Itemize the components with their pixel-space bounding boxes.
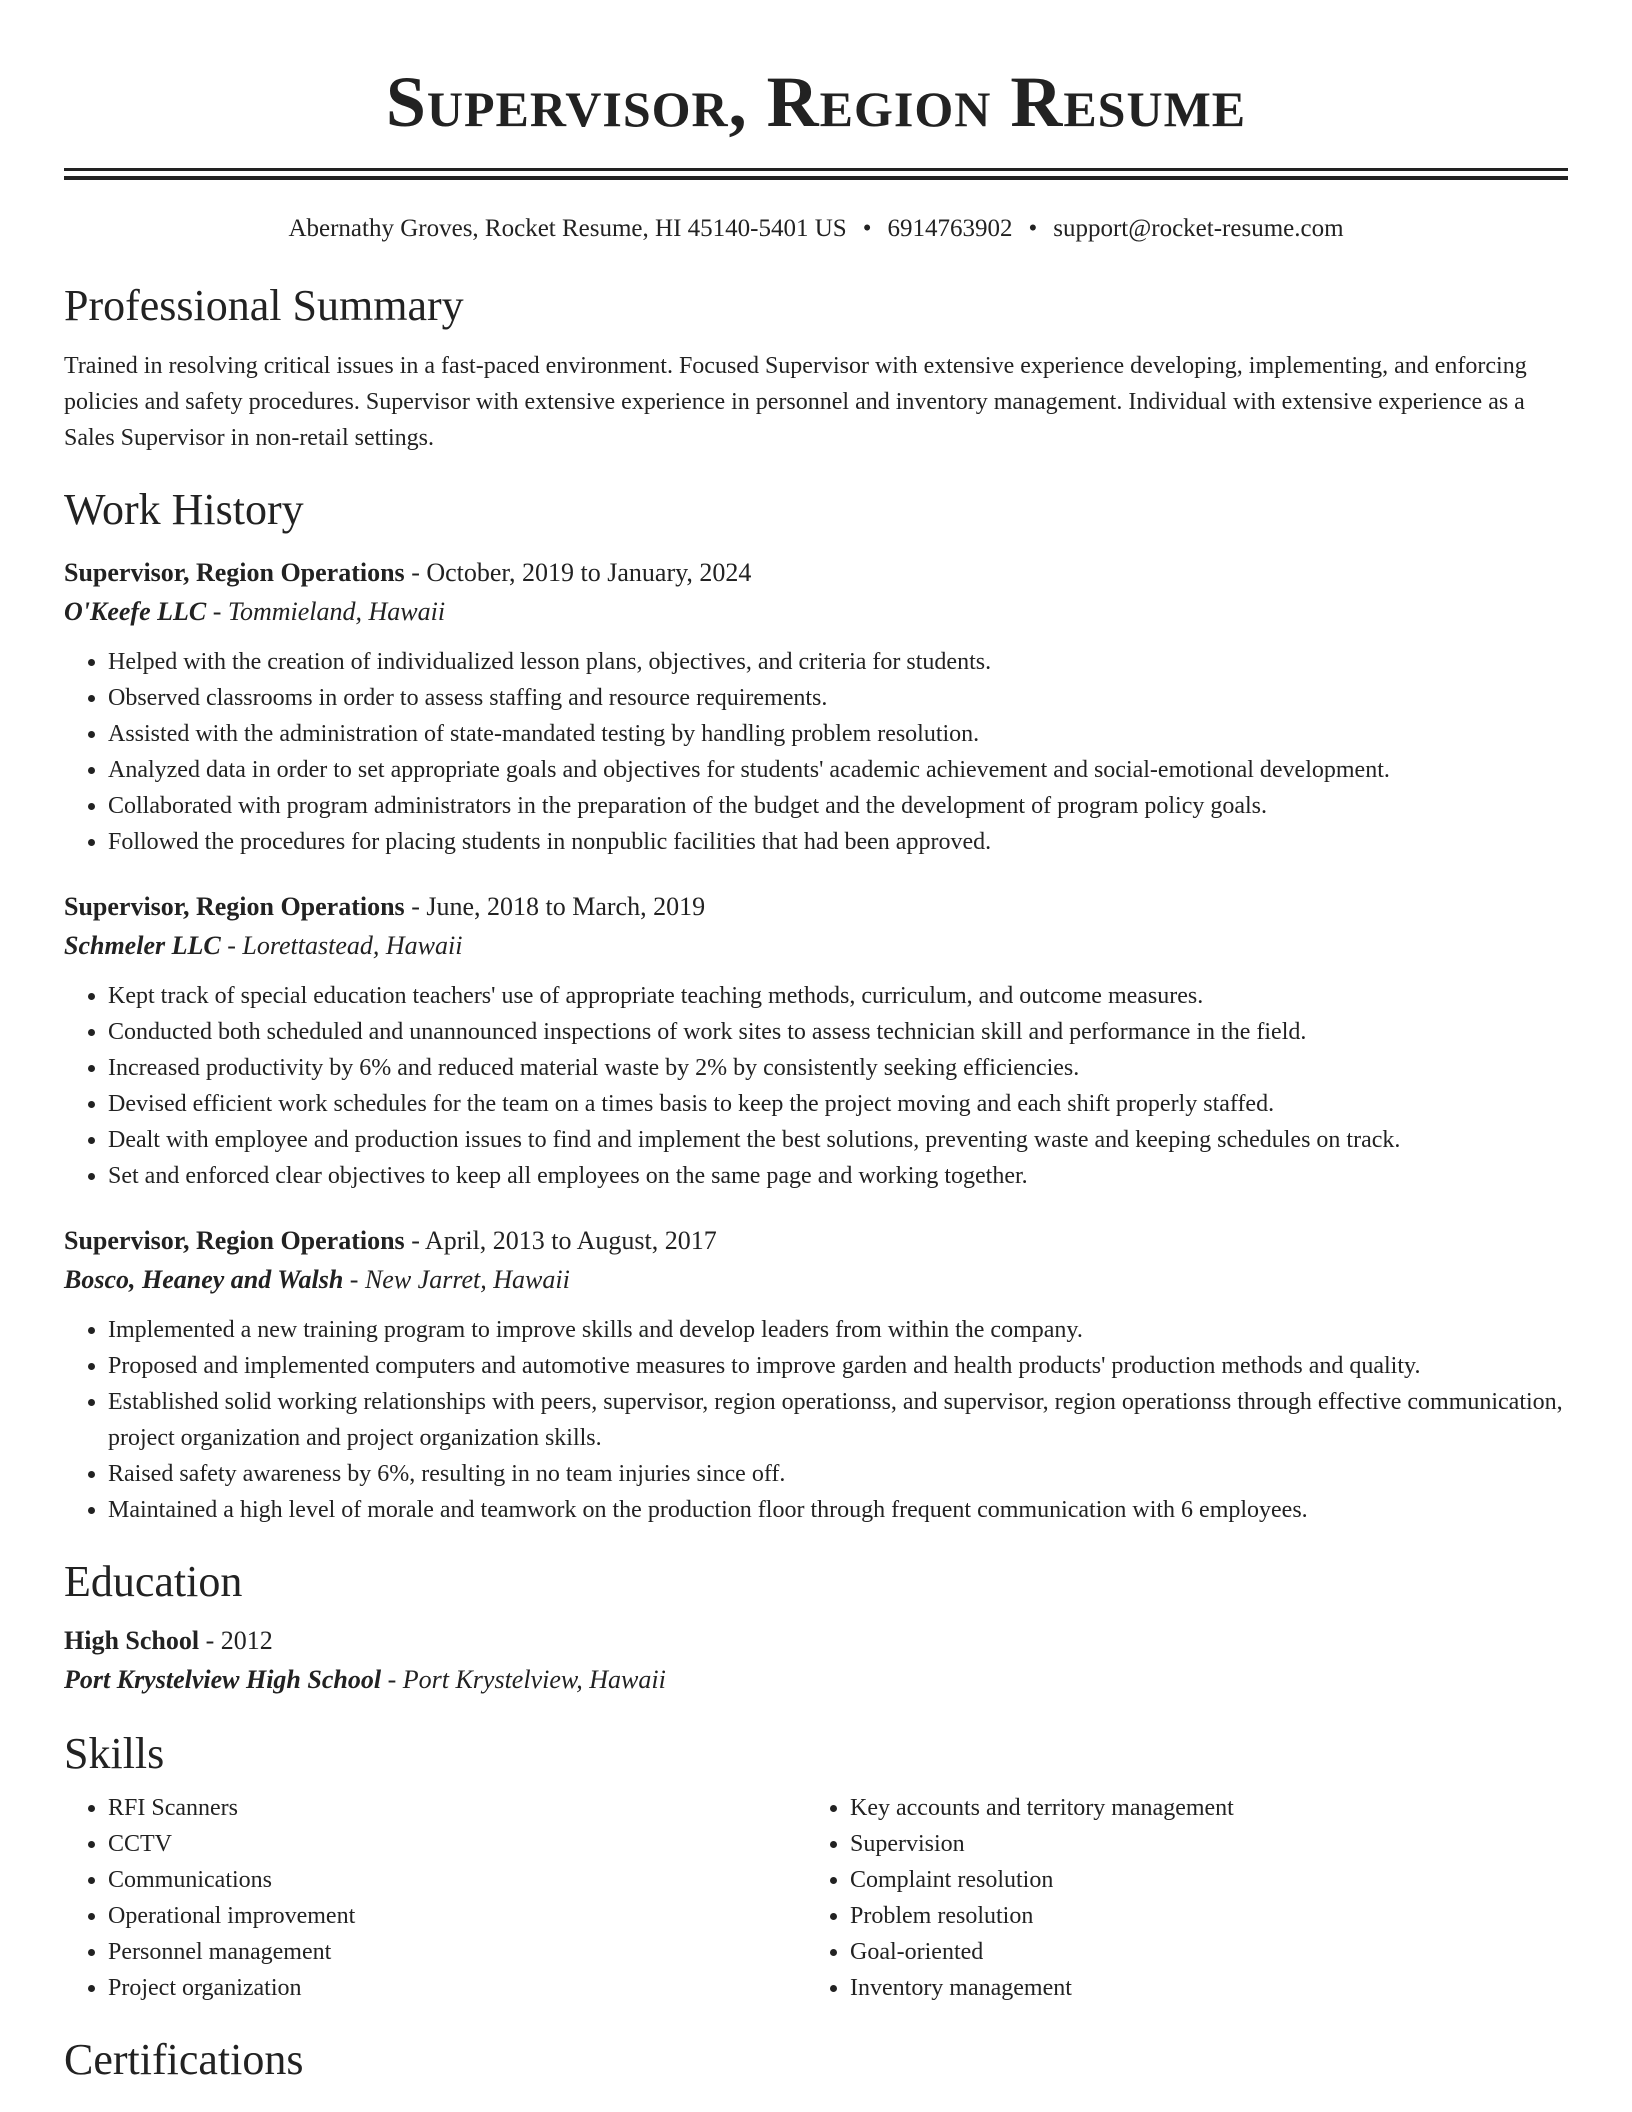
job-bullet: • Conducted both scheduled and unannounced inspections of work sites to assess technician skill and performance in the field. <box>108 1014 1568 1050</box>
job-title-line <box>64 554 1568 592</box>
education-heading: Education <box>64 1557 243 1606</box>
job-location: - New Jarret, Hawaii <box>343 1265 570 1294</box>
job-bullet: • Assisted with the administration of state-mandated testing by handling problem resolution. <box>108 716 1568 752</box>
education-year: - 2012 <box>199 1626 273 1655</box>
skill-item: • Key accounts and territory management <box>850 1790 1548 1826</box>
job-bullet-list <box>64 1312 1568 1528</box>
skills-column-right <box>806 1790 1548 2006</box>
job-title: Supervisor, Region Operations <box>64 1226 405 1255</box>
job-bullet: • Proposed and implemented computers and automotive measures to improve garden and health products' production methods and quality. <box>108 1348 1568 1384</box>
contact-phone: 6914763902 <box>887 215 1013 242</box>
contact-email: support@rocket-resume.com <box>1053 215 1344 242</box>
skill-item: • Goal-oriented <box>850 1934 1548 1970</box>
job-company: Schmeler LLC <box>64 931 221 960</box>
education-school-line <box>64 1660 1568 1700</box>
job-bullet-list <box>64 644 1568 860</box>
job-bullet: • Set and enforced clear objectives to keep all employees on the same page and working together. <box>108 1158 1568 1194</box>
contact-line <box>64 214 1568 244</box>
skill-item: • Communications <box>108 1862 806 1898</box>
job-bullet: • Observed classrooms in order to assess staffing and resource requirements. <box>108 680 1568 716</box>
skill-item: • Operational improvement <box>108 1898 806 1934</box>
education-school: Port Krystelview High School <box>64 1665 382 1694</box>
work-history-list <box>64 554 1568 1528</box>
job-company-line <box>64 1260 1568 1300</box>
job-bullet: • Dealt with employee and production issues to find and implement the best solutions, preventing waste and keeping schedules on track. <box>108 1122 1568 1158</box>
contact-separator: • <box>862 215 872 242</box>
job-bullet: • Collaborated with program administrators in the preparation of the budget and the development of program policy goals. <box>108 788 1568 824</box>
skills-list <box>64 1790 1568 2006</box>
job-location: - Lorettastead, Hawaii <box>220 931 463 960</box>
job-company: O'Keefe LLC <box>64 597 207 626</box>
certifications-heading: Certifications <box>64 2035 304 2084</box>
skill-item: • Supervision <box>850 1826 1548 1862</box>
job-bullet-list <box>64 978 1568 1194</box>
skill-item: • CCTV <box>108 1826 806 1862</box>
contact-address: Abernathy Groves, Rocket Resume, HI 45140-5401 US <box>288 215 847 242</box>
job-bullet: • Kept track of special education teachers' use of appropriate teaching methods, curriculum, and outcome measures. <box>108 978 1568 1014</box>
skills-heading: Skills <box>64 1729 165 1778</box>
job-title: Supervisor, Region Operations <box>64 892 405 921</box>
resume-title: Supervisor, Region Resume <box>385 62 1247 142</box>
job-dates: - April, 2013 to August, 2017 <box>404 1226 717 1255</box>
skill-item: • Project organization <box>108 1970 806 2006</box>
job-company: Bosco, Heaney and Walsh <box>64 1265 344 1294</box>
job-bullet: • Analyzed data in order to set appropriate goals and objectives for students' academic achievement and social-emotional development. <box>108 752 1568 788</box>
title-divider <box>64 168 1568 180</box>
work-history-heading: Work History <box>64 485 304 534</box>
contact-separator: • <box>1028 215 1038 242</box>
job-bullet: • Established solid working relationships with peers, supervisor, region operationss, and supervisor, region operationss through effective communication, project organization and project organization skills. <box>108 1384 1568 1456</box>
summary-heading: Professional Summary <box>64 281 464 330</box>
skill-item: • Inventory management <box>850 1970 1548 2006</box>
job-entry <box>64 888 1568 1194</box>
job-title: Supervisor, Region Operations <box>64 558 405 587</box>
job-dates: - June, 2018 to March, 2019 <box>404 892 706 921</box>
job-entry <box>64 554 1568 860</box>
job-title-line <box>64 1222 1568 1260</box>
education-degree: High School <box>64 1626 200 1655</box>
skill-item: • Personnel management <box>108 1934 806 1970</box>
skill-item: • RFI Scanners <box>108 1790 806 1826</box>
skill-item: • Problem resolution <box>850 1898 1548 1934</box>
job-company-line <box>64 926 1568 966</box>
job-entry <box>64 1222 1568 1528</box>
education-location: - Port Krystelview, Hawaii <box>381 1665 666 1694</box>
job-bullet: • Increased productivity by 6% and reduced material waste by 2% by consistently seeking efficiencies. <box>108 1050 1568 1086</box>
job-bullet: • Devised efficient work schedules for the team on a times basis to keep the project moving and each shift properly staffed. <box>108 1086 1568 1122</box>
job-title-line <box>64 888 1568 926</box>
job-bullet: • Raised safety awareness by 6%, resulting in no team injuries since off. <box>108 1456 1568 1492</box>
job-location: - Tommieland, Hawaii <box>206 597 446 626</box>
education-degree-line <box>64 1622 1568 1660</box>
summary-text: Trained in resolving critical issues in a fast-paced environment. Focused Supervisor with extensive experience developing, implementing, and enforcing policies and safety procedures. Supervisor with extensive experience in personnel and inventory management. Individual with extensive experience as a Sales Supervisor in non-retail settings. <box>64 353 1527 451</box>
job-company-line <box>64 592 1568 632</box>
job-bullet: • Implemented a new training program to improve skills and develop leaders from within the company. <box>108 1312 1568 1348</box>
job-dates: - October, 2019 to January, 2024 <box>404 558 752 587</box>
skill-item: • Complaint resolution <box>850 1862 1548 1898</box>
job-bullet: • Maintained a high level of morale and teamwork on the production floor through frequent communication with 6 employees. <box>108 1492 1568 1528</box>
job-bullet: • Helped with the creation of individualized lesson plans, objectives, and criteria for students. <box>108 644 1568 680</box>
education-entry <box>64 1622 1568 1700</box>
skills-column-left <box>64 1790 806 2006</box>
job-bullet: • Followed the procedures for placing students in nonpublic facilities that had been approved. <box>108 824 1568 860</box>
